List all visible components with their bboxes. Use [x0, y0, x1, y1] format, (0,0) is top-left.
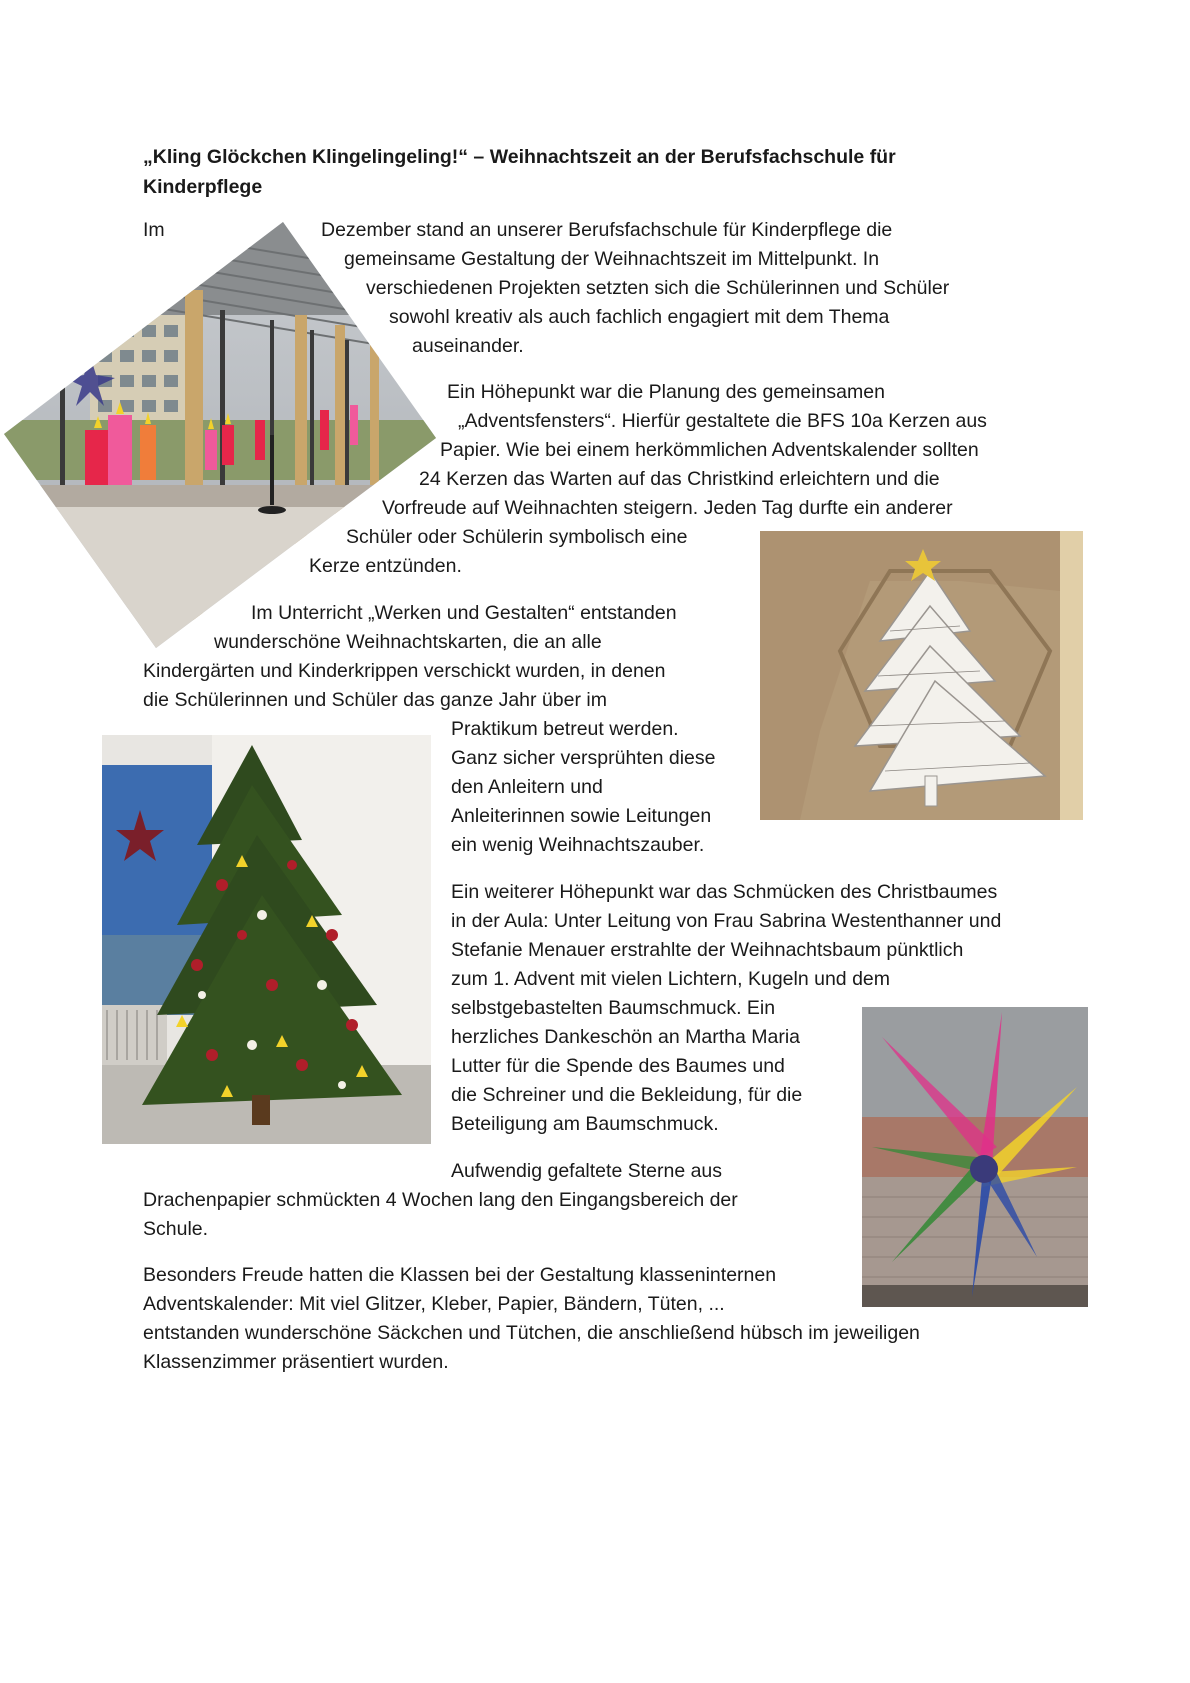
text-line: Klassenzimmer präsentiert wurden. [143, 1351, 449, 1373]
text-line: den Anleitern und [451, 776, 603, 798]
text-line: Vorfreude auf Weihnachten steigern. Jeden Tag durfte ein anderer [382, 497, 953, 519]
text-line: Adventskalender: Mit viel Glitzer, Kleber, Papier, Bändern, Tüten, ... [143, 1293, 725, 1315]
text-line: Besonders Freude hatten die Klassen bei der Gestaltung klasseninternen [143, 1264, 777, 1286]
text-line: Im [143, 219, 165, 241]
text-line: Ein Höhepunkt war die Planung des gemeinsamen [447, 381, 885, 403]
photo-christmas-tree [102, 735, 431, 1144]
text-line: Im Unterricht „Werken und Gestalten“ entstanden [251, 602, 677, 624]
text-line: Praktikum betreut werden. [451, 718, 679, 740]
text-line: Ein weiterer Höhepunkt war das Schmücken des Christbaumes [451, 881, 998, 903]
text-line: Lutter für die Spende des Baumes und [451, 1055, 785, 1077]
text-line: die Schreiner und die Bekleidung, für die [451, 1084, 803, 1106]
text-line: Schüler oder Schülerin symbolisch eine [346, 526, 688, 548]
text-line: Anleiterinnen sowie Leitungen [451, 805, 712, 827]
text-line: Ganz sicher versprühten diese [451, 747, 716, 769]
text-line: herzliches Dankeschön an Martha Maria [451, 1026, 801, 1048]
text-line: Kindergärten und Kinderkrippen verschickt wurden, in denen [143, 660, 666, 682]
text-line: entstanden wunderschöne Säckchen und Tütchen, die anschließend hübsch im jeweiligen [143, 1322, 920, 1344]
photo-christmas-card [760, 531, 1083, 820]
article-title-line-2: Kinderpflege [143, 176, 263, 198]
text-line: sowohl kreativ als auch fachlich engagiert mit dem Thema [389, 306, 890, 328]
text-line: Papier. Wie bei einem herkömmlichen Adventskalender sollten [440, 439, 979, 461]
text-line: Schule. [143, 1218, 209, 1240]
text-line: ein wenig Weihnachtszauber. [451, 834, 705, 856]
text-line: wunderschöne Weihnachtskarten, die an alle [214, 631, 602, 653]
text-line: Dezember stand an unserer Berufsfachschule für Kinderpflege die [321, 219, 893, 241]
text-line: 24 Kerzen das Warten auf das Christkind erleichtern und die [419, 468, 940, 490]
text-line: Drachenpapier schmückten 4 Wochen lang den Eingangsbereich der [143, 1189, 738, 1211]
photo-advent-window [0, 220, 440, 650]
article-title [143, 142, 1043, 202]
photo-folded-star [862, 1007, 1088, 1307]
text-line: auseinander. [412, 335, 524, 357]
text-line: „Adventsfensters“. Hierfür gestaltete die BFS 10a Kerzen aus [458, 410, 987, 432]
article-title-line-1: „Kling Glöckchen Klingelingeling!“ – Weihnachtszeit an der Berufsfachschule für [143, 146, 896, 168]
text-line: selbstgebastelten Baumschmuck. Ein [451, 997, 776, 1019]
text-line: zum 1. Advent mit vielen Lichtern, Kugeln und dem [451, 968, 890, 990]
text-line: Aufwendig gefaltete Sterne aus [451, 1160, 723, 1182]
text-line: Stefanie Menauer erstrahlte der Weihnachtsbaum pünktlich [451, 939, 964, 961]
text-line: die Schülerinnen und Schüler das ganze Jahr über im [143, 689, 607, 711]
text-line: Beteiligung am Baumschmuck. [451, 1113, 719, 1135]
text-line: in der Aula: Unter Leitung von Frau Sabrina Westenthanner und [451, 910, 1002, 932]
text-line: Kerze entzünden. [309, 555, 462, 577]
text-line: verschiedenen Projekten setzten sich die Schülerinnen und Schüler [366, 277, 950, 299]
text-line: gemeinsame Gestaltung der Weihnachtszeit im Mittelpunkt. In [344, 248, 880, 270]
